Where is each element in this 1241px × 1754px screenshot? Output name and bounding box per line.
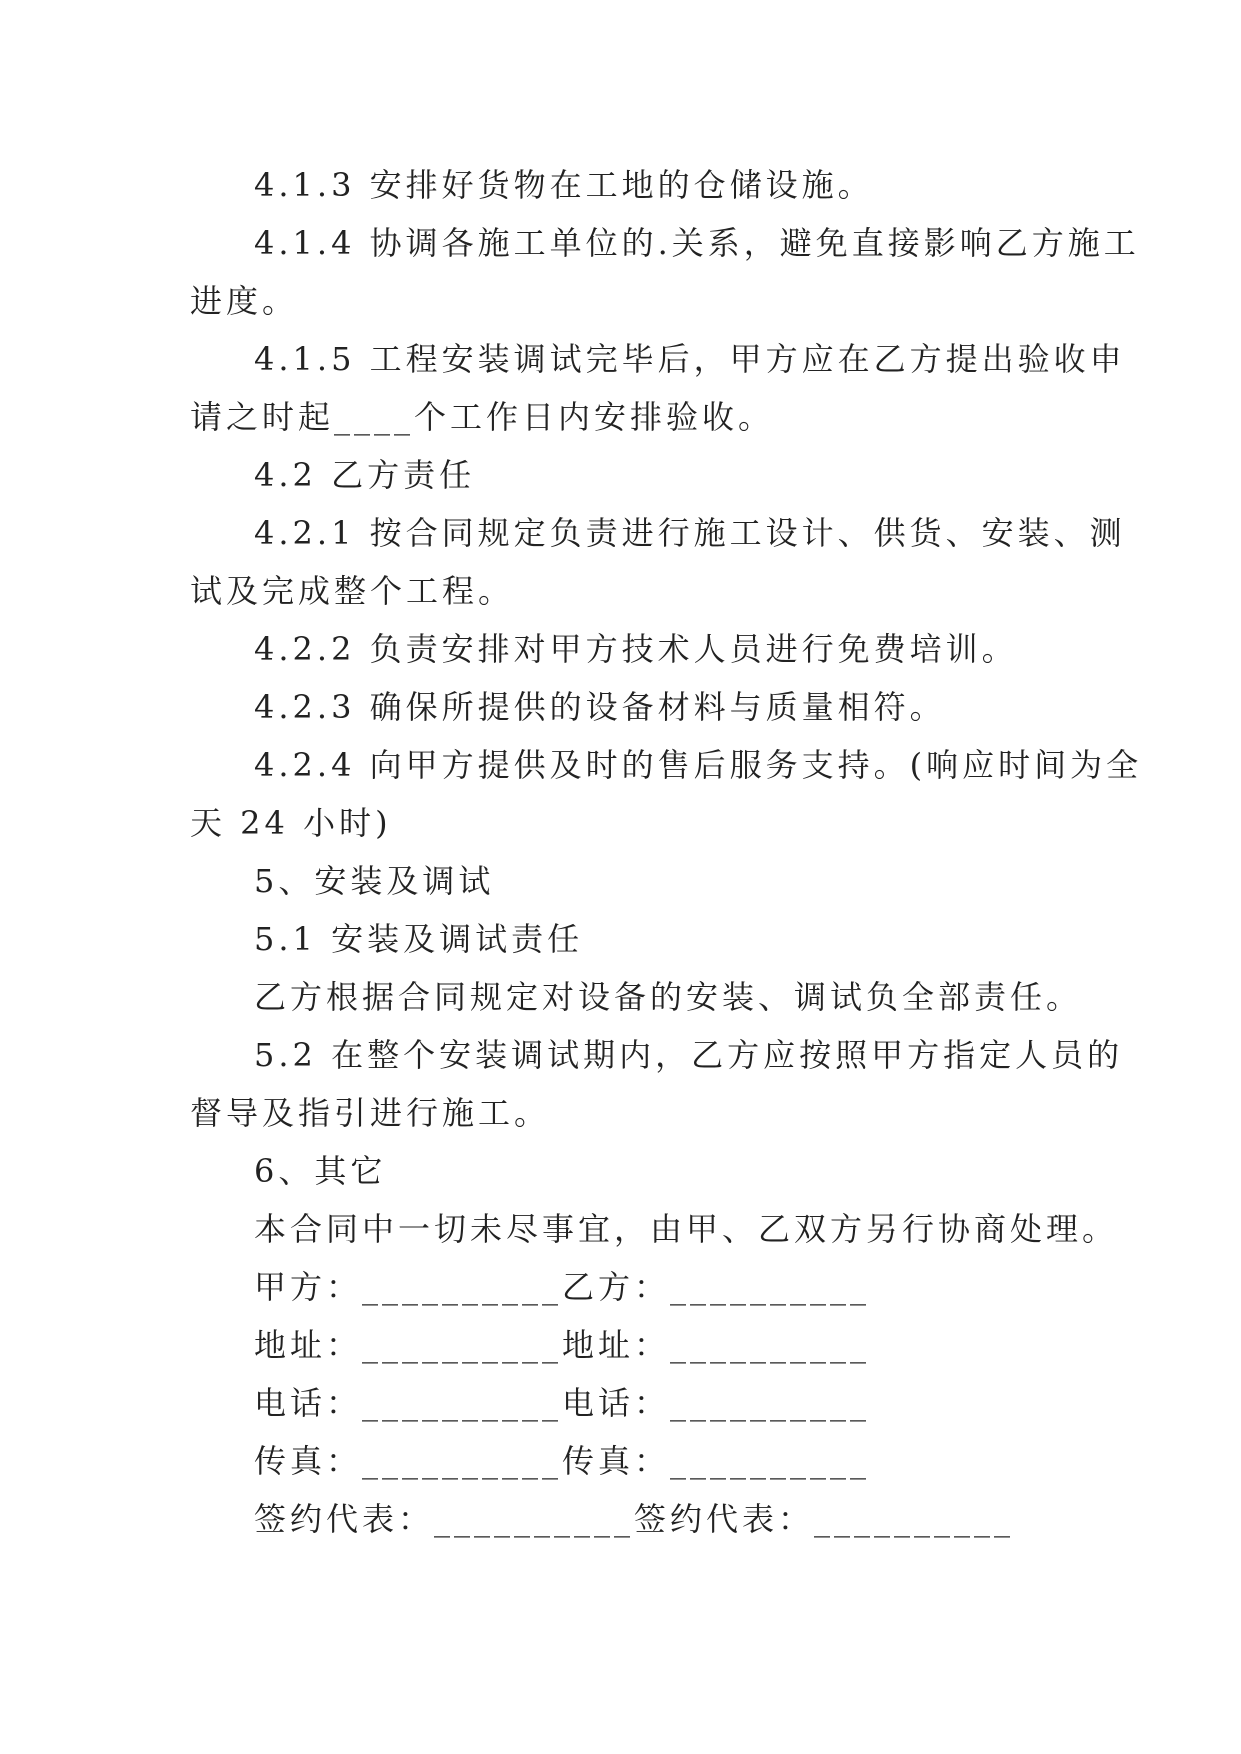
text-line — [0, 910, 1241, 968]
text-line — [0, 156, 1241, 214]
text-line — [0, 736, 1241, 794]
text-line — [0, 1026, 1241, 1084]
line-text: 4.2.3 确保所提供的设备材料与质量相符。 — [254, 688, 946, 726]
text-line — [0, 1200, 1241, 1258]
line-text: 6、其它 — [254, 1152, 387, 1190]
text-line — [0, 214, 1241, 272]
line-text: 4.2.1 按合同规定负责进行施工设计、供货、安装、测 — [254, 514, 1126, 552]
text-line — [0, 678, 1241, 736]
line-text: 4.1.3 安排好货物在工地的仓储设施。 — [254, 166, 874, 204]
line-text: 电话：__________电话：__________ — [254, 1384, 871, 1422]
text-line — [0, 1084, 1241, 1142]
line-text: 5、安装及调试 — [254, 862, 495, 900]
text-line — [0, 620, 1241, 678]
line-text: 督导及指引进行施工。 — [190, 1094, 551, 1132]
line-text: 4.2.2 负责安排对甲方技术人员进行免费培训。 — [254, 630, 1018, 668]
line-text: 5.1 安装及调试责任 — [254, 920, 584, 958]
signature-line — [0, 1258, 1241, 1316]
line-text: 5.2 在整个安装调试期内，乙方应按照甲方指定人员的 — [254, 1036, 1124, 1074]
line-text: 传真：__________传真：__________ — [254, 1442, 871, 1480]
line-text: 请之时起____个工作日内安排验收。 — [190, 398, 775, 436]
text-line — [0, 388, 1241, 446]
line-text: 进度。 — [190, 282, 299, 320]
text-line — [0, 330, 1241, 388]
line-text: 甲方：__________乙方：__________ — [254, 1268, 871, 1306]
text-line — [0, 272, 1241, 330]
signature-line — [0, 1432, 1241, 1490]
line-text: 乙方根据合同规定对设备的安装、调试负全部责任。 — [254, 978, 1083, 1016]
line-text: 4.2.4 向甲方提供及时的售后服务支持。(响应时间为全 — [254, 746, 1143, 784]
text-line — [0, 446, 1241, 504]
signature-line — [0, 1490, 1241, 1548]
text-line — [0, 504, 1241, 562]
signature-line — [0, 1316, 1241, 1374]
line-text: 4.1.4 协调各施工单位的.关系，避免直接影响乙方施工 — [254, 224, 1140, 262]
text-line — [0, 852, 1241, 910]
line-text: 天 24 小时) — [190, 804, 392, 842]
text-line — [0, 968, 1241, 1026]
line-text: 4.1.5 工程安装调试完毕后，甲方应在乙方提出验收申 — [254, 340, 1126, 378]
line-text: 本合同中一切未尽事宜，由甲、乙双方另行协商处理。 — [254, 1210, 1119, 1248]
line-text: 试及完成整个工程。 — [190, 572, 515, 610]
line-text: 地址：__________地址：__________ — [254, 1326, 871, 1364]
text-line — [0, 562, 1241, 620]
text-line — [0, 794, 1241, 852]
line-text: 4.2 乙方责任 — [254, 456, 476, 494]
signature-line — [0, 1374, 1241, 1432]
line-text: 签约代表：__________签约代表：__________ — [254, 1500, 1015, 1538]
text-line — [0, 1142, 1241, 1200]
